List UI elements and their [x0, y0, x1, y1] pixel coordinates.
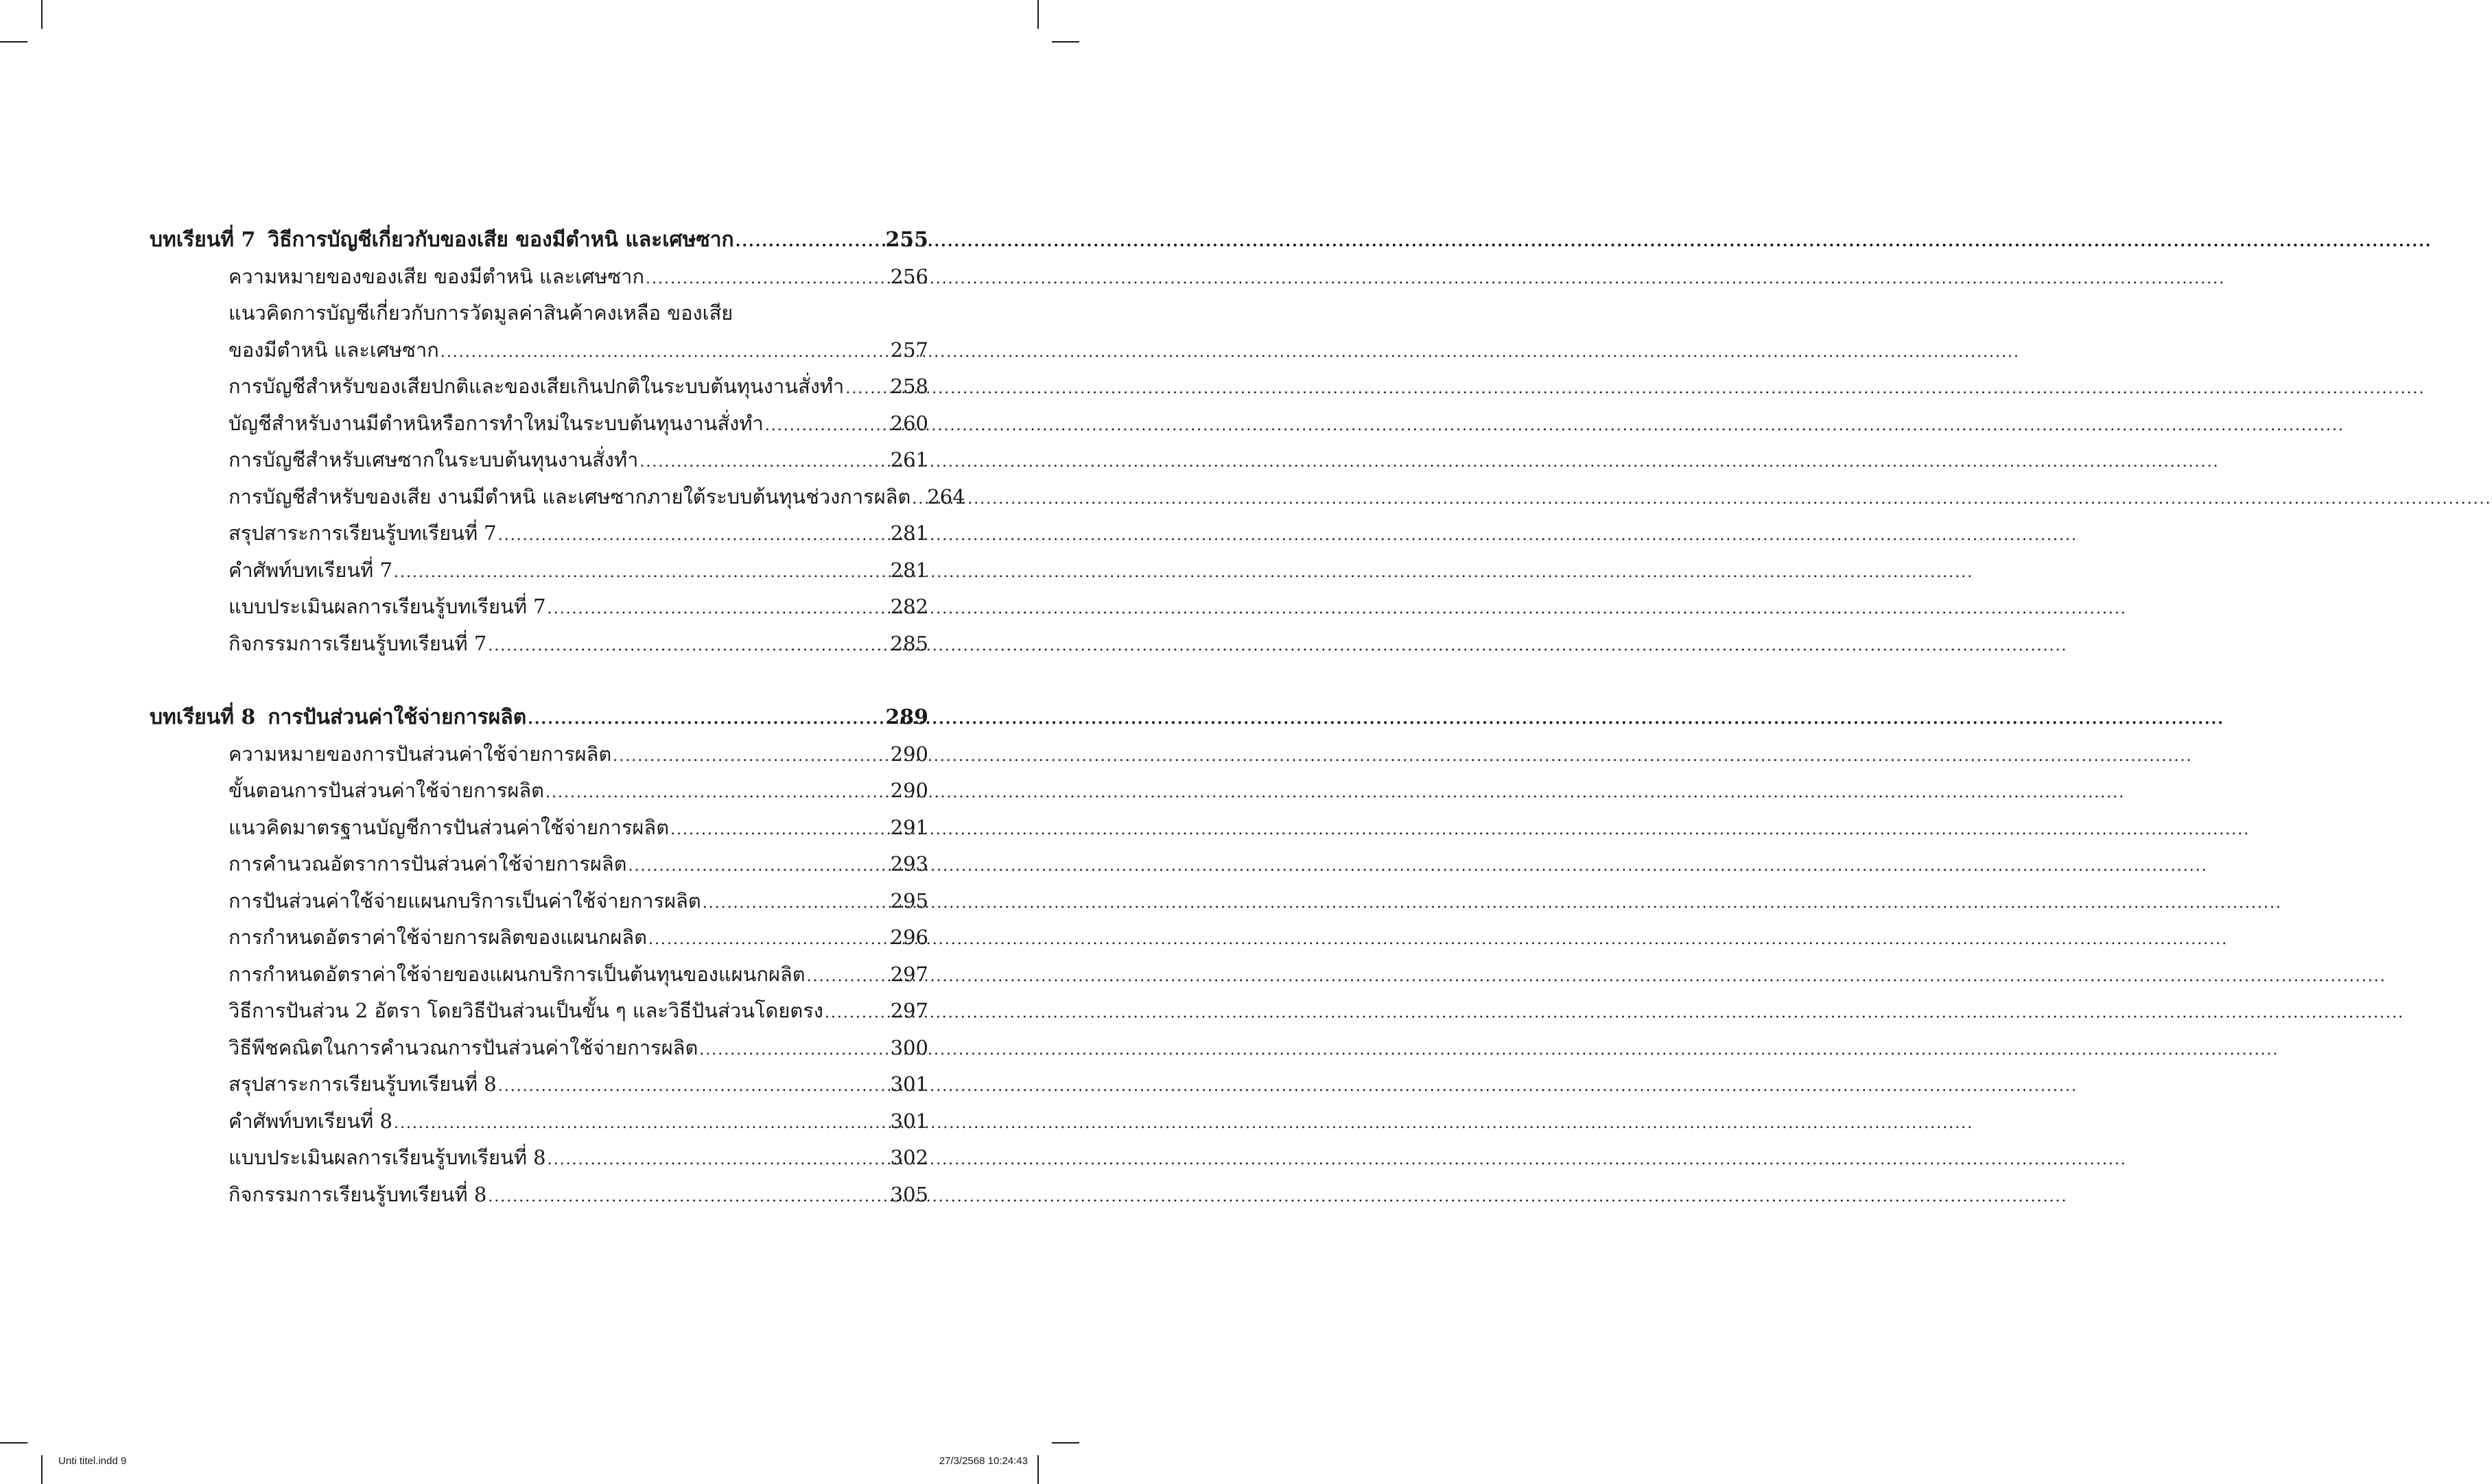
entry-title: บัญชีสำหรับงานมีตำหนิหรือการทำใหม่ในระบบต้นทุนงานสั่งทำ: [228, 411, 764, 435]
dot-leader: [488, 1179, 889, 1216]
dot-leader: [548, 591, 889, 628]
crop-mark-bottom-left-h: [0, 1442, 27, 1444]
dot-leader: [394, 1105, 889, 1142]
chapter-7: [150, 222, 965, 662]
dot-leader: [528, 701, 884, 738]
toc-entry[interactable]: [150, 626, 928, 663]
chapter-title: การปันส่วนค่าใช้จ่ายการผลิต: [268, 705, 527, 729]
toc-entry[interactable]: [150, 736, 928, 773]
toc-entry[interactable]: [150, 589, 928, 626]
entry-page: 301: [890, 1109, 928, 1133]
entry-page: 261: [890, 448, 928, 471]
entry-title: การบัญชีสำหรับของเสีย งานมีตำหนิ และเศษซากภายใต้ระบบต้นทุนช่วงการผลิต: [228, 484, 911, 508]
dot-leader: [703, 885, 889, 922]
toc-entry[interactable]: [150, 515, 928, 552]
toc-entry[interactable]: [150, 1066, 928, 1103]
entry-title: การปันส่วนค่าใช้จ่ายแผนกบริการเป็นค่าใช้จ่ายการผลิต: [228, 888, 701, 912]
dot-leader: [498, 517, 889, 554]
entry-page: 281: [890, 558, 928, 582]
entry-title: คำศัพท์บทเรียนที่ 7: [228, 558, 392, 582]
dot-leader: [488, 628, 889, 665]
chapter-heading[interactable]: [150, 699, 928, 736]
entry-title: สรุปสาระการเรียนรู้บทเรียนที่ 8: [228, 1072, 497, 1096]
dot-leader: [394, 554, 889, 591]
dot-leader: [613, 738, 889, 775]
entry-page: 258: [890, 375, 928, 398]
dot-leader: [825, 995, 889, 1032]
crop-mark-bottom-right-h: [1052, 1442, 1079, 1444]
entry-title: กิจกรรมการเรียนรู้บทเรียนที่ 7: [228, 631, 487, 655]
dot-leader: [736, 224, 884, 261]
entry-page: 305: [890, 1182, 928, 1206]
dot-leader: [498, 1068, 889, 1105]
toc-entry[interactable]: [150, 1030, 928, 1067]
toc-entry[interactable]: [150, 846, 928, 883]
entry-title: แบบประเมินผลการเรียนรู้บทเรียนที่ 8: [228, 1146, 546, 1169]
entry-title: วิธีพีชคณิตในการคำนวณการปันส่วนค่าใช้จ่ายการผลิต: [228, 1035, 698, 1059]
entry-page: 296: [890, 926, 928, 949]
toc-entry[interactable]: [150, 993, 928, 1030]
chapter-page: 255: [885, 228, 928, 252]
entry-title: กิจกรรมการเรียนรู้บทเรียนที่ 8: [228, 1182, 487, 1206]
entry-page: 260: [890, 411, 928, 435]
chapter-number: บทเรียนที่ 7: [150, 228, 256, 252]
entry-title: สรุปสาระการเรียนรู้บทเรียนที่ 7: [228, 521, 497, 545]
dot-leader: [648, 921, 889, 958]
toc-entry[interactable]: [150, 810, 928, 847]
crop-mark-top-left: [41, 0, 43, 29]
chapter-page: 289: [885, 705, 928, 729]
chapter-title: วิธีการบัญชีเกี่ยวกับของเสีย ของมีตำหนิ และเศษซาก: [268, 228, 734, 252]
dot-leader: [646, 261, 889, 298]
entry-title: การบัญชีสำหรับของเสียปกติและของเสียเกินปกติในระบบต้นทุนงานสั่งทำ: [228, 375, 845, 398]
entry-title: การคำนวณอัตราการปันส่วนค่าใช้จ่ายการผลิต: [228, 852, 627, 875]
toc-entry[interactable]: [150, 259, 928, 296]
entry-page: 297: [890, 999, 928, 1022]
entry-page: 301: [890, 1072, 928, 1096]
toc-entry-line1[interactable]: [150, 295, 928, 332]
toc-entry[interactable]: [150, 552, 928, 589]
entry-page: 302: [890, 1146, 928, 1169]
entry-page: 256: [890, 264, 928, 288]
crop-mark-top-left-h: [0, 41, 27, 43]
table-of-contents: [150, 222, 965, 1250]
toc-entry[interactable]: [150, 773, 928, 810]
entry-page: 282: [890, 595, 928, 618]
dot-leader: [845, 370, 889, 408]
chapter-number: บทเรียนที่ 8: [150, 705, 256, 729]
toc-entry[interactable]: [150, 919, 928, 956]
entry-title: ขั้นตอนการปันส่วนค่าใช้จ่ายการผลิต: [228, 779, 544, 802]
toc-entry[interactable]: [150, 479, 965, 516]
toc-entry[interactable]: [150, 883, 928, 920]
toc-entry[interactable]: [150, 442, 928, 479]
entry-page: 285: [890, 631, 928, 655]
entry-page: 290: [890, 779, 928, 802]
entry-title: ของมีตำหนิ และเศษซาก: [228, 338, 439, 362]
entry-title: การบัญชีสำหรับเศษซากในระบบต้นทุนงานสั่งทำ: [228, 448, 639, 471]
entry-page: 291: [890, 815, 928, 839]
dot-leader: [545, 775, 889, 812]
dot-leader: [807, 958, 889, 996]
entry-page: 293: [890, 852, 928, 875]
entry-page: 297: [890, 962, 928, 986]
dot-leader: [628, 848, 889, 885]
entry-title: คำศัพท์บทเรียนที่ 8: [228, 1109, 392, 1133]
crop-mark-top-right: [1037, 0, 1039, 29]
dot-leader: [670, 812, 889, 849]
entry-title: แนวคิดการบัญชีเกี่ยวกับการวัดมูลค่าสินค้าคงเหลือ ของเสีย: [228, 301, 733, 325]
dot-leader: [699, 1032, 889, 1069]
toc-entry[interactable]: [150, 405, 928, 443]
toc-entry[interactable]: [150, 1140, 928, 1177]
crop-mark-bottom-right: [1037, 1455, 1039, 1484]
dot-leader: [765, 408, 889, 445]
entry-title: ความหมายของของเสีย ของมีตำหนิ และเศษซาก: [228, 264, 645, 288]
toc-entry[interactable]: [150, 956, 928, 993]
chapter-heading[interactable]: [150, 222, 928, 259]
entry-page: 257: [890, 338, 928, 362]
toc-entry[interactable]: [150, 1103, 928, 1140]
entry-page: 295: [890, 888, 928, 912]
entry-page: 281: [890, 521, 928, 545]
toc-entry[interactable]: [150, 1177, 928, 1214]
entry-page: 300: [890, 1035, 928, 1059]
entry-title: วิธีการปันส่วน 2 อัตรา โดยวิธีปันส่วนเป็นขั้น ๆ และวิธีปันส่วนโดยตรง: [228, 999, 823, 1022]
entry-title: การกำหนดอัตราค่าใช้จ่ายการผลิตของแผนกผลิต: [228, 926, 648, 949]
entry-page: 264: [927, 484, 965, 508]
entry-title: แนวคิดมาตรฐานบัญชีการปันส่วนค่าใช้จ่ายการผลิต: [228, 815, 670, 839]
entry-title: ความหมายของการปันส่วนค่าใช้จ่ายการผลิต: [228, 742, 612, 766]
dot-leader: [440, 334, 889, 371]
crop-mark-top-right-h: [1052, 41, 1079, 43]
entry-page: 290: [890, 742, 928, 766]
entry-title: แบบประเมินผลการเรียนรู้บทเรียนที่ 7: [228, 595, 546, 618]
footer-timestamp: 27/3/2568 10:24:43: [939, 1455, 1028, 1467]
chapter-8: [150, 699, 928, 1213]
dot-leader: [912, 481, 926, 518]
dot-leader: [548, 1142, 889, 1179]
toc-entry[interactable]: [150, 368, 928, 405]
crop-mark-bottom-left: [41, 1455, 43, 1484]
footer-file-label: Unti titel.indd 9: [58, 1455, 127, 1467]
dot-leader: [639, 444, 889, 481]
toc-entry-line2[interactable]: [150, 332, 928, 369]
entry-title: การกำหนดอัตราค่าใช้จ่ายของแผนกบริการเป็นต้นทุนของแผนกผลิต: [228, 962, 806, 986]
